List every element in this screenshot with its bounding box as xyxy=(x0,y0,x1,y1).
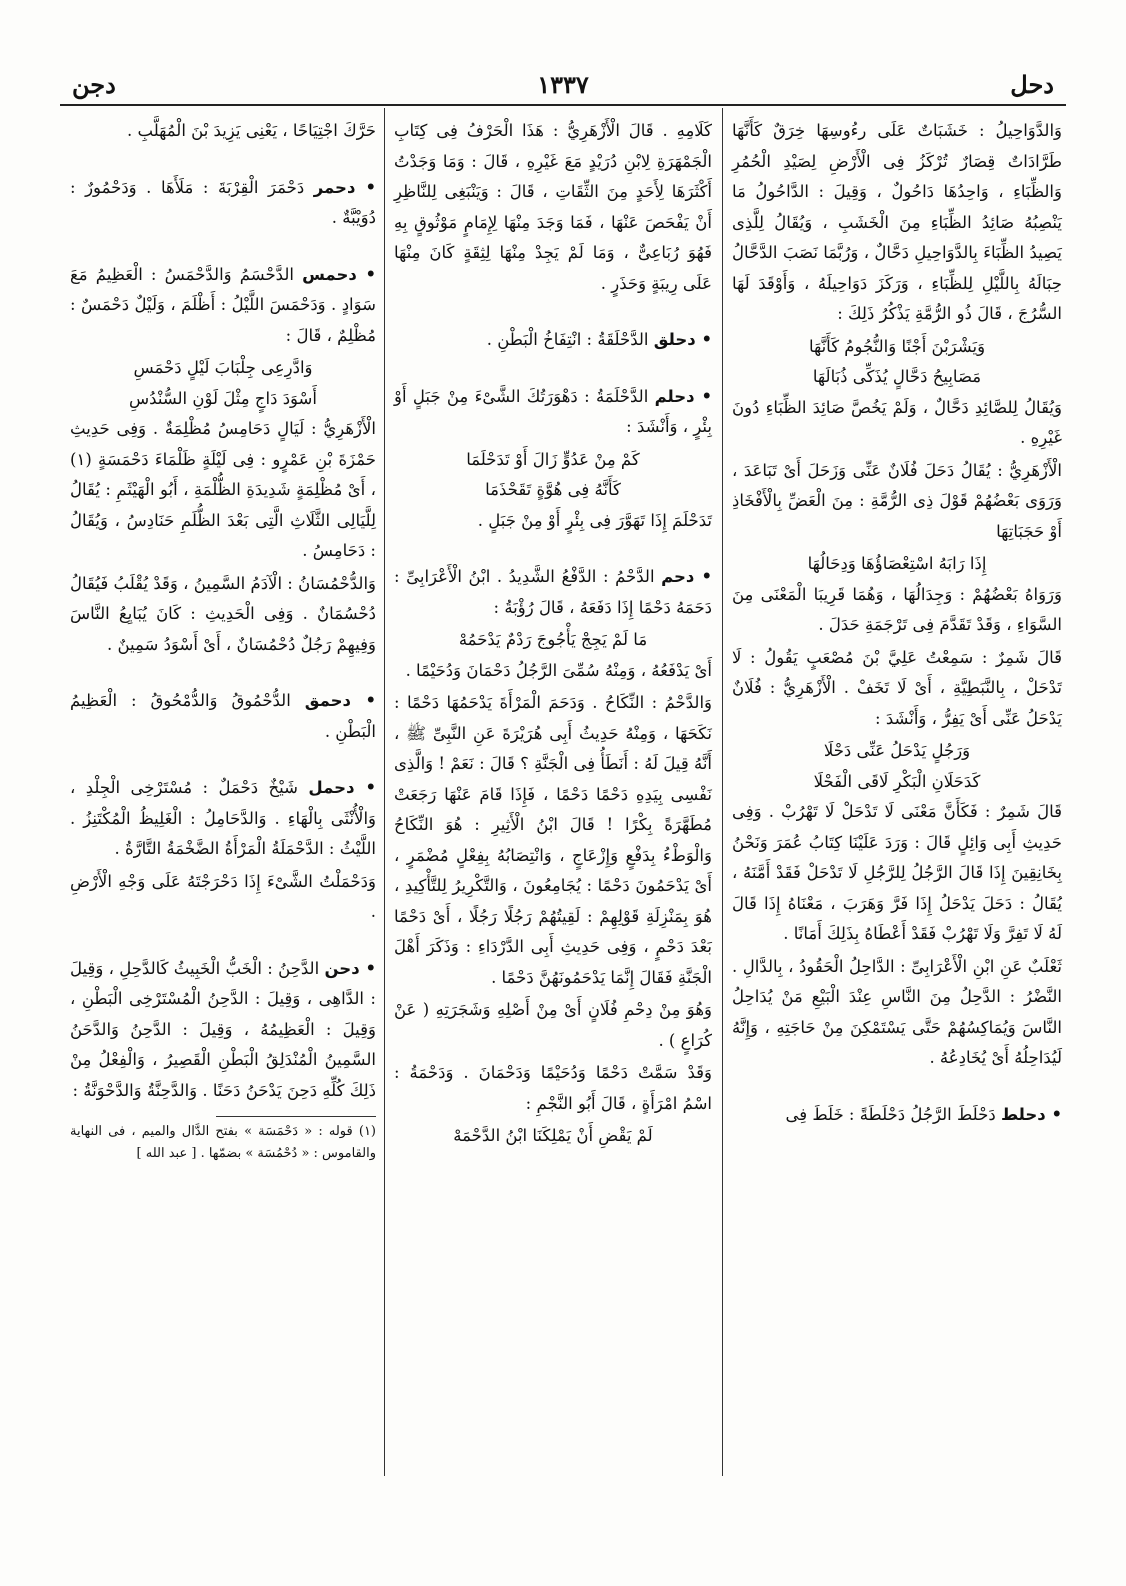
headword: • دحمس xyxy=(302,264,376,284)
paragraph: وَهُوَ مِنْ دِحْمِ فُلَانٍ أَىْ مِنْ أَصْلِهِ وَشَجَرَتِهِ ( عَنْ كُرَاعٍ ) . xyxy=(394,1000,712,1050)
paragraph: وَقَدْ سَمَّتْ دَحْمًا وَدُحَيْمًا وَدَحْمَانَ . وَدَحْمَةُ : اسْمُ امْرَأَةٍ ، قَالَ أَبُو النَّجْمِ : xyxy=(394,1063,712,1113)
header-rule xyxy=(60,104,1066,106)
entry-dahan xyxy=(70,954,376,1107)
headword: • دحلط xyxy=(1000,1104,1062,1124)
paragraph: وَالدَّحْمُ : النِّكَاحُ . وَدَحَمَ الْمَرْأَةَ يَدْحَمُهَا دَحْمًا : نَكَحَهَا ، وَمِنْهُ حَدِيثُ أَبِى هُرَيْرَةَ عَنِ النَّبِىِّ ﷺ ، أَنَّهُ قِيلَ لَهُ : أَنَطَأُ فِى الْجَنَّةِ ؟ قَالَ : نَعَمْ ! وَالَّذِى نَفْسِى بِيَدِهِ دَحْمًا دَحْمًا ، فَإِذَا قَامَ عَنْهَا رَجَعَتْ مُطَهَّرَةً بِكْرًا ! قَالَ ابْنُ الْأَثِيرِ : هُوَ النِّكَاحُ وَالْوَطْءُ بِدَفْعٍ وَإِزْعَاجٍ ، وَانْتِصَابُهُ بِفِعْلٍ مُضْمَرٍ ، أَىْ يَدْحَمُونَ دَحْمًا : يُجَامِعُونَ ، وَالتَّكْرِيرُ لِلتَّأْكِيدِ ، هُوَ بِمَنْزِلَةِ قَوْلِهِمْ : لَقِيتُهُمْ رَجُلًا رَجُلًا ، أَىْ دَحْمًا بَعْدَ دَحْمٍ ، وَفِى حَدِيثِ أَبِى الدَّرْدَاءِ : وَذَكَرَ أَهْلَ الْجَنَّةِ فَقَالَ إِنَّمَا يَدْحَمُونَهُنَّ دَحْمًا . xyxy=(394,693,712,987)
entry-text: الدُّحْمُوقُ وَالدُّمْحُوقُ : الْعَظِيمُ الْبَطْنِ . xyxy=(70,691,376,741)
headword: • دحمق xyxy=(304,691,376,710)
entry-dahmar xyxy=(70,173,376,234)
entry-text: الدَّحِنُ : الْخَبُّ الْخَبِيثُ كَالدَّحِلِ ، وَقِيلَ : الدَّاهِى ، وَقِيلَ : الدَّحِنُ الْمُسْتَرْخِى الْبَطْنِ ، وَقِيلَ : الْعَظِيمُهُ ، وَقِيلَ : الدَّحِنُ وَالدَّحَنُ السَّمِينُ الْمُنْدَلِقُ الْبَطْنِ الْقَصِيرُ ، وَالْفِعْلُ مِنْ ذَلِكَ كُلِّهِ دَحِنَ يَدْحَنُ دَحَنًا . وَالدَّحِنَّةُ وَالدَّحْوَنَّةُ : xyxy=(70,958,376,1100)
verse-line: إِذَا رَابَهُ اسْتِعْصَاؤُهَا وَدِحَالُهَا xyxy=(807,554,987,573)
entry-dahmaq xyxy=(70,686,376,747)
paragraph: وَالدُّحْمُسَانُ : الْآدَمُ السَّمِينُ ، وَقَدْ يُقْلَبُ فَيُقَالُ دُحْسُمَانٌ . وَفِى الْحَدِيثِ : كَانَ يُبَايِعُ النَّاسَ وَفِيهِمْ رَجُلٌ دُحْمُسَانٌ ، أَىْ أَسْوَدُ سَمِينٌ . xyxy=(70,573,376,654)
entry-text: الدَّحْلَقَةُ : انْتِفَاخُ الْبَطْنِ . xyxy=(486,330,649,349)
headword: • دحمل xyxy=(308,778,376,797)
verse-line: وَادَّرِعِى جِلْبَابَ لَيْلٍ دَحْمَسِ xyxy=(133,358,313,377)
verse-line: لَمْ يَقْضِ أَنْ يَمْلِكَنَا ابْنُ الدَّحْمَهْ xyxy=(453,1126,653,1145)
paragraph: تَدَحْلَمَ إِذَا تَهَوَّرَ فِى بِئْرٍ أَوْ مِنْ جَبَلٍ . xyxy=(477,510,712,530)
entry-text: دَحْلَطَ الرَّجُلُ دَحْلَطَةً : خَلَطَ فِى xyxy=(785,1104,996,1124)
entry-text: دَحْمَرَ الْقِرْبَةَ : مَلَأَهَا . وَدَحْمُورٌ : دُوَيْبَّةٌ . xyxy=(70,177,376,227)
paragraph: أَىْ يَدْفَعُهُ ، وَمِنْهُ سُمِّىَ الرَّجُلُ دَحْمَانَ وَدُحَيْمًا . xyxy=(405,660,712,680)
headword: • دحن xyxy=(324,958,376,978)
page-number: ١٣٣٧ xyxy=(537,70,589,99)
paragraph: الْأَزْهَرِيُّ : لَيَالٍ دَحَامِسُ مُظْلِمَةٌ . وَفِى حَدِيثِ حَمْزَةَ بْنِ عَمْرٍو : فِى لَيْلَةٍ ظَلْمَاءَ دَحْمَسَةٍ (١) ، أَىْ مُظْلِمَةٍ شَدِيدَةِ الظُّلْمَةِ ، أَبُو الْهَيْثَمِ : يُقَالُ لِلَّيَالِى الثَّلَاثِ الَّتِى بَعْدَ الظُّلَمِ حَنَادِسُ ، وَيُقَالُ : دَحَامِسُ . xyxy=(70,419,376,560)
headword: • دحلم xyxy=(654,386,713,406)
column-center xyxy=(394,116,712,1152)
headword: • دحلق xyxy=(653,330,712,349)
verse-line: مَصَابِيحُ دَحَّالٍ يُذَكِّى ذُبَالَهَا xyxy=(812,367,982,386)
paragraph: قَالَ شَمِرٌ : سَمِعْتُ عَلِيَّ بْنَ مُصْعَبٍ يَقُولُ : لَا تَدْحَلْ ، بِالنَّبَطِيَّةِ ، أَىْ لَا تَخَفْ . الْأَزْهَرِيُّ : فُلَانٌ يَدْحَلُ عَنِّى أَىْ يَفِرُّ ، وَأَنْشَدَ : xyxy=(732,647,1062,728)
headword: • دحمر xyxy=(313,177,376,197)
entry-dahlat xyxy=(732,1100,1062,1131)
entry-text: الدَّحْمُ : الدَّفْعُ الشَّدِيدُ . ابْنُ الْأَعْرَابِىِّ : دَحَمَهُ دَحْمًا إِذَا دَفَعَهُ ، قَالَ رُؤْبَةُ : xyxy=(394,567,712,617)
running-head-right: دحل xyxy=(1010,70,1054,99)
verse-line: وَرَجُلٍ يَدْحَلُ عَنِّى دَحْلَا xyxy=(823,741,971,760)
paragraph: كَلَامِهِ . قَالَ الْأَزْهَرِيُّ : هَذَا الْحَرْفُ فِى كِتَابِ الْجَمْهَرَةِ لِابْنِ دُرَيْدٍ مَعَ غَيْرِهِ ، قَالَ : وَمَا وَجَدْتُ أَكْثَرَهَا لِأَحَدٍ مِنَ الثِّقَاتِ ، قَالَ : وَيَنْبَغِى لِلنَّاظِرِ أَنْ يَفْحَصَ عَنْهَا ، فَمَا وَجَدَ مِنْهَا لِإِمَامٍ مَوْثُوقٍ بِهِ فَهُوَ رُبَاعِىٌّ ، وَمَا لَمْ يَجِدْ مِنْهَا لِثِقَةٍ كَانَ مِنْهَا عَلَى رِيبَةٍ وَحَذَرٍ . xyxy=(394,121,712,293)
entry-dahmas xyxy=(70,260,376,352)
paragraph: الْأَزْهَرِيُّ : يُقَالُ دَحَلَ فُلَانٌ عَنِّى وَزَحَلَ أَىْ تَبَاعَدَ ، وَرَوَى بَعْضُهُمْ قَوْلَ ذِى الرُّمَّةِ : مِنَ الْعَضِّ بِالْأَفْخَاذِ أَوْ حَجَبَاتِهَا xyxy=(732,460,1062,541)
entry-text: شَيْخٌ دَحْمَلٌ : مُسْتَرْخِى الْجِلْدِ ، وَالْأُنْثَى بِالْهَاءِ . وَالدَّحَامِلُ : الْغَلِيظُ الْمُكْتَنِزُ . اللَّيْثُ : الدَّحْمَلَةُ الْمَرْأَةُ الضَّخْمَةُ التَّارَّةُ . xyxy=(70,778,376,858)
verse-line: وَيَشْرَبْنَ أَجْنًا وَالنُّجُومُ كَأَنَّهَا xyxy=(808,336,986,356)
paragraph: حَرَّكَ اجْتِيَاحًا ، يَعْنِى يَزِيدَ بْنَ الْمُهَلَّبِ . xyxy=(127,121,376,140)
verse-line: أَسْوَدَ دَاجٍ مِثْلَ لَوْنِ السُّنْدُسِ xyxy=(129,388,317,408)
paragraph: وَيُقَالُ لِلصَّائِدِ دَحَّالٌ ، وَلَمْ يَخُصَّ صَائِدَ الظِّبَاءِ دُونَ غَيْرِهِ . xyxy=(732,397,1062,447)
verse-line: مَا لَمْ يَجِجْ يَأْجُوجَ رَدْمٌ يَدْحَمُهْ xyxy=(458,630,648,649)
column-divider xyxy=(722,108,723,1476)
verse-line: كَأَنَّهُ فِى هُوَّةٍ تَقَحْذَمَا xyxy=(485,480,621,499)
paragraph: قَالَ شَمِرٌ : فَكَأَنَّ مَعْنَى لَا تَدْحَلْ لَا تَهْرُبْ . وَفِى حَدِيثِ أَبِى وَائِلٍ قَالَ : وَرَدَ عَلَيْنَا كِتَابُ عُمَرَ وَنَحْنُ بِخَانِقِينَ إِذَا قَالَ الرَّجُلُ لِلرَّجُلِ لَا تَدْحَلْ فَقَدْ أَمَّنَهُ ، يُقَالُ : دَحَلَ يَدْحَلُ إِذَا فَرَّ وَهَرَبَ ، مَعْنَاهُ إِذَا قَالَ لَهُ لَا تَفِرَّ وَلَا تَهْرُبْ فَقَدْ أَعْطَاهُ بِذَلِكَ أَمَانًا . xyxy=(732,802,1062,943)
paragraph: وَرَوَاهُ بَعْضُهُمْ : وَجِدَالُهَا ، وَهُمَا قَرِيبَا الْمَعْنَى مِنَ السَّوَاءِ ، وَقَدْ تَقَدَّمَ فِى تَرْجَمَةِ حَدَلَ . xyxy=(732,584,1062,634)
entry-dahmal xyxy=(70,773,376,865)
entry-text: الدَّحْسَمُ وَالدَّحْمَسُ : الْعَظِيمُ مَعَ سَوَادٍ . وَدَحْمَسَ اللَّيْلُ : أَظْلَمَ ، وَلَيْلٌ دَحْمَسٌ : مُظْلِمٌ ، قَالَ : xyxy=(70,264,376,345)
column-divider xyxy=(384,108,385,1476)
entry-dahlam xyxy=(394,382,712,443)
headword: • دحم xyxy=(661,567,712,586)
paragraph: ثَعْلَبٌ عَنِ ابْنِ الْأَعْرَابِىِّ : الدَّاحِلُ الْحَقُودُ ، بِالدَّالِ . النَّضْرُ : الدَّحِلُ مِنَ النَّاسِ عِنْدَ الْبَيْعِ مَنْ يُدَاحِلُ النَّاسَ وَيُمَاكِسُهُمْ حَتَّى يَسْتَمْكِنَ مِنْ حَاجَتِهِ ، وَإِنَّهُ لَيُدَاحِلُهُ أَىْ يُخَادِعُهُ . xyxy=(732,956,1062,1067)
paragraph: وَالدَّوَاحِيلُ : خَشَبَاتٌ عَلَى رءُوسِهَا خِرَقٌ كَأَنَّهَا طَرَّادَاتٌ قِصَارٌ تُرْكَزُ فِى الْأَرْضِ لِصَيْدِ الْحُمُرِ وَالظِّبَاءِ ، وَاحِدُهَا دَاحُولٌ ، وَقِيلَ : الدَّاحُولُ مَا يَنْصِبُهُ صَائِدُ الظِّبَاءِ مِنَ الْخَشَبِ ، وَيُقَالُ لِلَّذِى يَصِيدُ الظِّبَاءَ بِالدَّوَاحِيلِ دَحَّالٌ ، وَرُبَّمَا نَصَبَ الدَّحَّالُ حِبَالَهُ بِاللَّيْلِ لِلظِّبَاءِ ، وَرَكَزَ دَوَاحِيلَهُ ، وَأَوْقَدَ لَهَا السُّرُجَ ، قَالَ ذُو الرُّمَّةِ يَذْكُرُ ذَلِكَ : xyxy=(732,121,1062,323)
paragraph: وَدَحْمَلْتُ الشَّىْءَ إِذَا دَحْرَجْتَهُ عَلَى وَجْهِ الْأَرْضِ . xyxy=(70,871,376,921)
entry-dahlaq xyxy=(394,325,712,356)
running-head-left: دجن xyxy=(72,70,116,99)
column-left xyxy=(70,116,376,1167)
verse-line: كَدَحَلَانِ الْبَكْرِ لَاقَى الْفَحْلَا xyxy=(813,771,981,791)
verse-line: كَمْ مِنْ عَدُوٍّ زَالَ أَوْ تَدَحْلَمَا xyxy=(466,449,640,469)
footnote: (١) قوله : « دَحْمَسَة » بفتح الدَّال والميم ، فى النهاية والقاموس : « دُحْمُسَة » بضمّها . [ عبد الله ] xyxy=(70,1124,376,1161)
entry-text: الدَّحْلَمَةُ : دَهْوَرَتُكَ الشَّىْءَ مِنْ جَبَلٍ أَوْ بِئْرٍ ، وَأَنْشَدَ : xyxy=(394,386,712,436)
footnote-rule xyxy=(216,1116,376,1117)
column-right xyxy=(732,116,1062,1132)
entry-daham xyxy=(394,562,712,623)
